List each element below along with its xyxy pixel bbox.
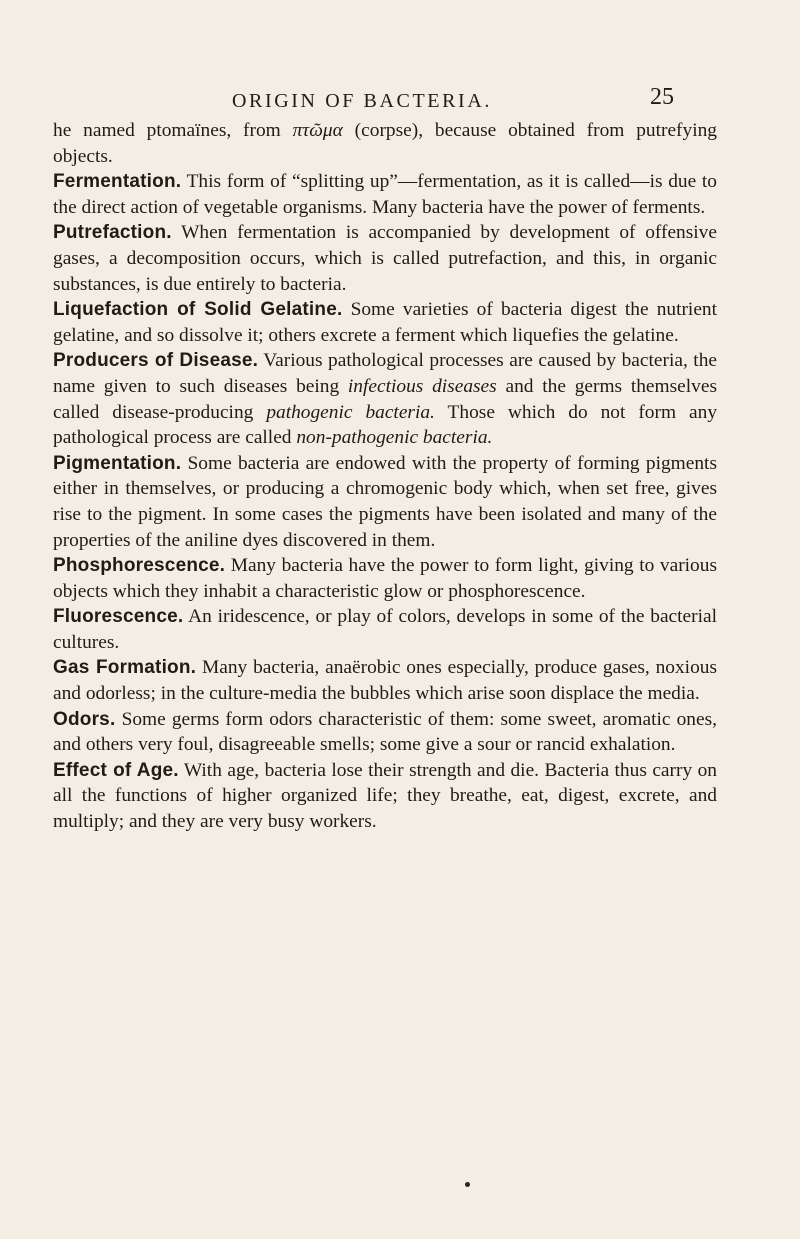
- paragraph-text: Some germs form odors characteristic of them: some sweet, aromatic ones, and others very foul, disagreeable smells; some give a sour or rancid exhalation.: [53, 708, 717, 756]
- paragraph-text: Those which do not form any pathological process are called: [53, 401, 718, 449]
- paragraph-phosphorescence: [53, 553, 717, 604]
- greek-word: πτῶμα: [292, 120, 343, 141]
- paragraph-text: and the germs themselves called disease-producing: [53, 375, 718, 423]
- section-heading: Odors.: [53, 708, 116, 730]
- paragraph-text: (corpse), because obtained from putrefying objects.: [53, 120, 717, 167]
- ink-dot: [465, 1182, 470, 1187]
- paragraph-text: Some bacteria are endowed with the property of forming pigments either in themselves, or producing a chromogenic body which, when set free, gives rise to the pigment. In some cases the pigments have been isolated and many of the properties of the aniline dyes discovered in them.: [53, 452, 717, 551]
- section-heading: Fluorescence.: [53, 606, 184, 628]
- page-header: [0, 84, 800, 114]
- paragraph-text: An iridescence, or play of colors, develops in some of the bacterial cultures.: [53, 606, 717, 653]
- paragraph-text: Many bacteria, anaërobic ones especially, produce gases, noxious and odorless; in the culture-media the bubbles which arise soon displace the media.: [53, 657, 718, 705]
- paragraph-text: Various pathological processes are caused by bacteria, the name given to such diseases being: [53, 350, 717, 397]
- paragraph-pigmentation: [53, 451, 717, 553]
- paragraph-text: Many bacteria have the power to form light, giving to various objects which they inhabit a characteristic glow or phosphorescence.: [53, 555, 717, 602]
- section-heading: Pigmentation.: [53, 452, 182, 474]
- running-title: ORIGIN OF BACTERIA.: [232, 90, 492, 112]
- paragraph-ptomaines: [53, 118, 717, 169]
- paragraph-text: When fermentation is accompanied by development of offensive gases, a decomposition occurs, which is called putrefaction, and this, in organic substances, is due entirely to bacteria.: [53, 222, 717, 295]
- paragraph-putrefaction: [53, 220, 717, 297]
- paragraph-fluorescence: [53, 604, 717, 655]
- section-heading: Gas Formation.: [53, 657, 197, 679]
- italic-term: pathogenic bacteria.: [266, 401, 435, 423]
- section-heading: Fermentation.: [53, 171, 182, 193]
- paragraph-text: This form of “splitting up”—fermentation, as it is called—is due to the direct action of vegetable organisms. Many bacteria have the power of ferments.: [53, 171, 717, 218]
- italic-term: non-pathogenic bacteria.: [296, 427, 493, 449]
- italic-term: infectious diseases: [347, 375, 497, 397]
- section-heading: Producers of Disease.: [53, 350, 259, 372]
- page-number: 25: [650, 84, 674, 110]
- paragraph-producers-of-disease: [53, 348, 717, 450]
- paragraph-gas-formation: [53, 655, 717, 706]
- section-heading: Effect of Age.: [53, 759, 179, 781]
- section-heading: Liquefaction of Solid Gelatine.: [53, 299, 343, 321]
- paragraph-text: Some varieties of bacteria digest the nutrient gelatine, and so dissolve it; others excrete a ferment which liquefies the gelatine.: [53, 299, 718, 346]
- paragraph-text: he named ptomaïnes, from: [53, 120, 293, 141]
- paragraph-effect-of-age: [53, 758, 717, 835]
- section-heading: Phosphorescence.: [53, 555, 226, 577]
- paragraph-text: With age, bacteria lose their strength and die. Bacteria thus carry on all the functions of higher organized life; they breathe, eat, digest, excrete, and multiply; and they are very busy workers.: [53, 759, 718, 833]
- section-heading: Putrefaction.: [53, 222, 172, 244]
- paragraph-odors: [53, 707, 717, 758]
- paragraph-fermentation: [53, 169, 717, 220]
- body-text: [53, 118, 717, 835]
- paragraph-liquefaction: [53, 297, 717, 348]
